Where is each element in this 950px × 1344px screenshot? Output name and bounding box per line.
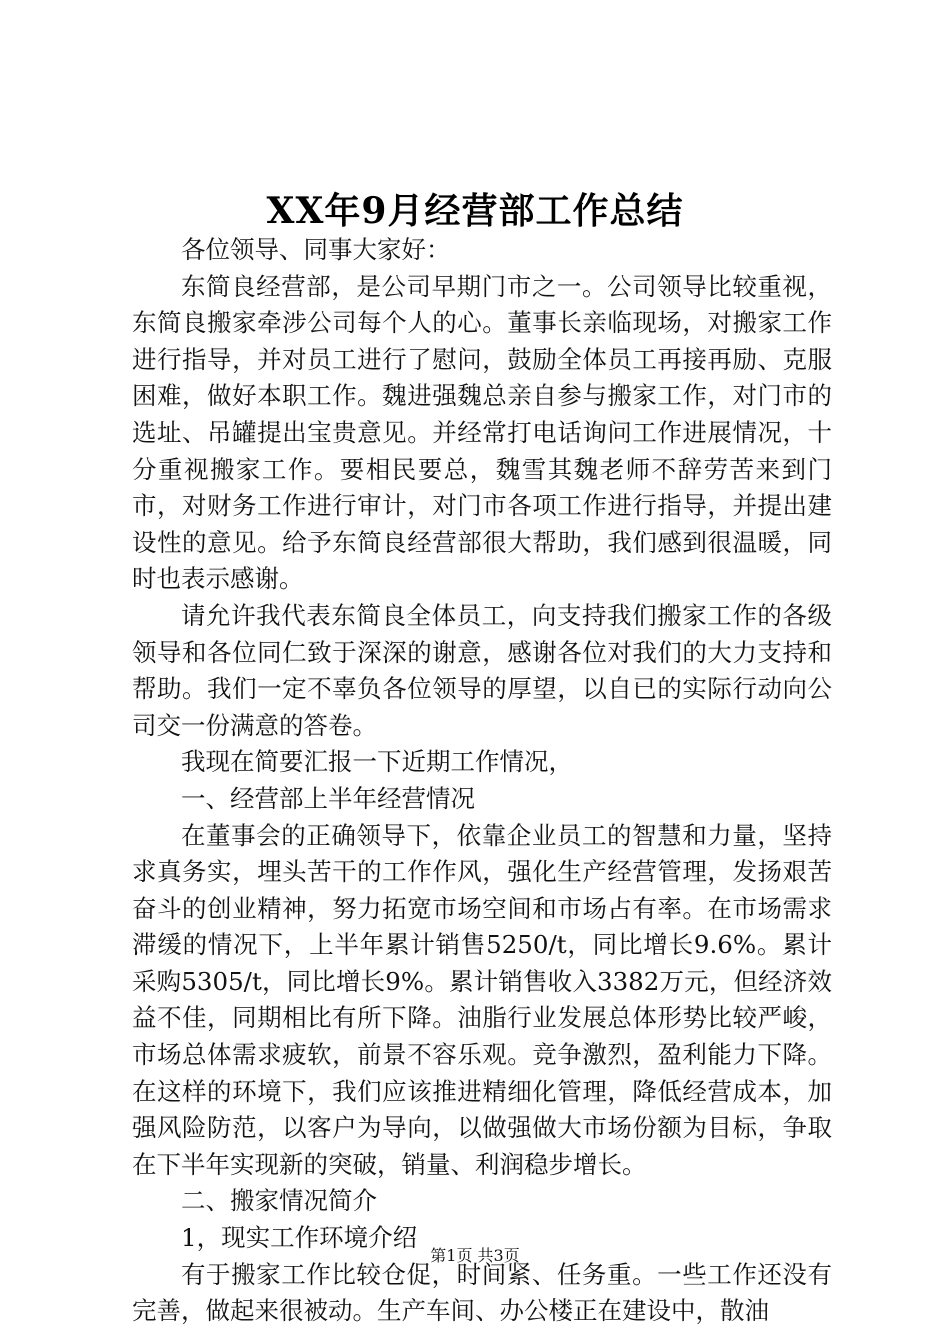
document-title: XX年9月经营部工作总结 [266,190,684,232]
paragraph: 请允许我代表东简良全体员工，向支持我们搬家工作的各级领导和各位同仁致于深深的谢意，感谢各位对我们的大力支持和帮助。我们一定不辜负各位领导的厚望，以自已的实际行动向公司交一份满意的答卷。 [132,600,832,740]
paragraph: 在董事会的正确领导下，依靠企业员工的智慧和力量，坚持求真务实，埋头苦干的工作作风，强化生产经营管理，发扬艰苦奋斗的创业精神，努力拓宽市场空间和市场占有率。在市场需求滞缓的情况下，上半年累计销售5250/t，同比增长9.6%。累计采购5305/t，同比增长9%。累计销售收入3382万元，但经济效益不佳，同期相比有所下降。油脂行业发展总体形势比较严峻，市场总体需求疲软，前景不容乐观。竞争激烈，盈利能力下降。在这样的环境下，我们应该推进精细化管理，降低经营成本，加强风险防范，以客户为导向，以做强做大市场份额为目标，争取在下半年实现新的突破，销量、利润稳步增长。 [132,820,832,1179]
document-body [132,232,832,1330]
paragraph: 我现在简要汇报一下近期工作情况， [181,747,573,777]
paragraph: 有于搬家工作比较仓促，时间紧、任务重。一些工作还没有完善，做起来很被动。生产车间、办公楼正在建设中，散油 [132,1259,832,1326]
subsection-heading: 1，现实工作环境介绍 [181,1223,418,1253]
section-heading: 二、搬家情况简介 [181,1186,377,1216]
paragraph: 东简良经营部，是公司早期门市之一。公司领导比较重视，东简良搬家牵涉公司每个人的心。董事长亲临现场，对搬家工作进行指导，并对员工进行了慰问，鼓励全体员工再接再励、克服困难，做好本职工作。魏进强魏总亲自参与搬家工作，对门市的选址、吊罐提出宝贵意见。并经常打电话询问工作进展情况，十分重视搬家工作。要相民要总，魏雪其魏老师不辞劳苦来到门市，对财务工作进行审计，对门市各项工作进行指导，并提出建设性的意见。给予东简良经营部很大帮助，我们感到很温暖，同时也表示感谢。 [132,271,832,594]
page-number-footer: 第1页 共3页 [430,1246,520,1265]
paragraph-greeting: 各位领导、同事大家好： [181,235,451,264]
section-heading: 一、经营部上半年经营情况 [181,783,475,813]
